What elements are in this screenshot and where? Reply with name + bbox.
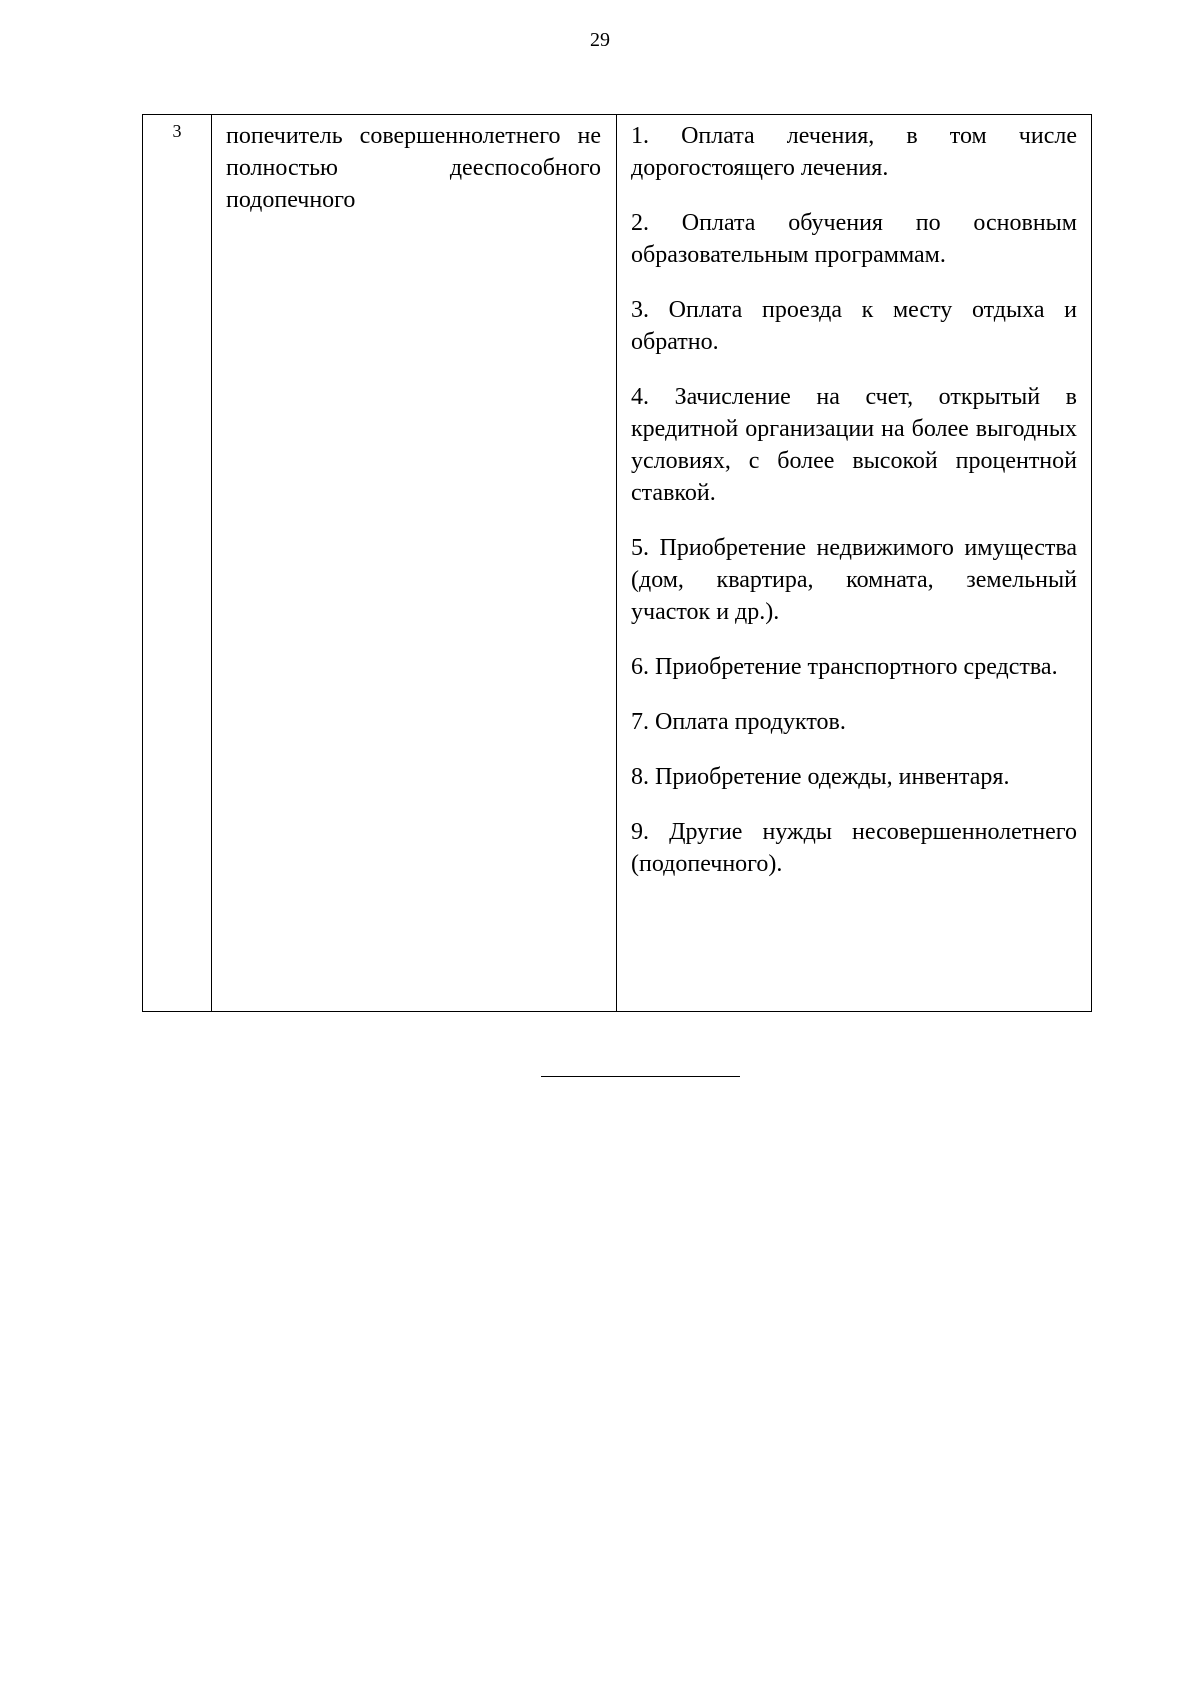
purpose-item-6: 6. Приобретение транспортного средства. bbox=[631, 654, 1058, 680]
row-number-cell bbox=[143, 115, 212, 1012]
page-number: 29 bbox=[590, 29, 610, 51]
person-cell bbox=[212, 115, 617, 1012]
purpose-item-3: 3. Оплата проезда к месту отдыха и обратно. bbox=[631, 297, 1077, 355]
table-row bbox=[143, 115, 1092, 1012]
purpose-item-1: 1. Оплата лечения, в том числе дорогостоящего лечения. bbox=[631, 123, 1077, 181]
purpose-item-9: 9. Другие нужды несовершеннолетнего (подопечного). bbox=[631, 819, 1077, 877]
purposes-cell bbox=[617, 115, 1092, 1012]
purpose-item-2: 2. Оплата обучения по основным образовательным программам. bbox=[631, 210, 1077, 268]
row-number: 3 bbox=[172, 121, 182, 141]
person-description: попечитель совершеннолетнего не полностью дееспособного подопечного bbox=[226, 123, 601, 213]
purposes-table bbox=[142, 114, 1092, 1012]
purpose-item-5: 5. Приобретение недвижимого имущества (дом, квартира, комната, земельный участок и др.). bbox=[631, 535, 1077, 625]
purpose-item-8: 8. Приобретение одежды, инвентаря. bbox=[631, 764, 1010, 790]
purpose-item-7: 7. Оплата продуктов. bbox=[631, 709, 846, 735]
purposes-list bbox=[617, 115, 1091, 880]
end-of-document-rule bbox=[541, 1076, 740, 1077]
purpose-item-4: 4. Зачисление на счет, открытый в кредитной организации на более выгодных условиях, с более высокой процентной ставкой. bbox=[631, 384, 1077, 506]
